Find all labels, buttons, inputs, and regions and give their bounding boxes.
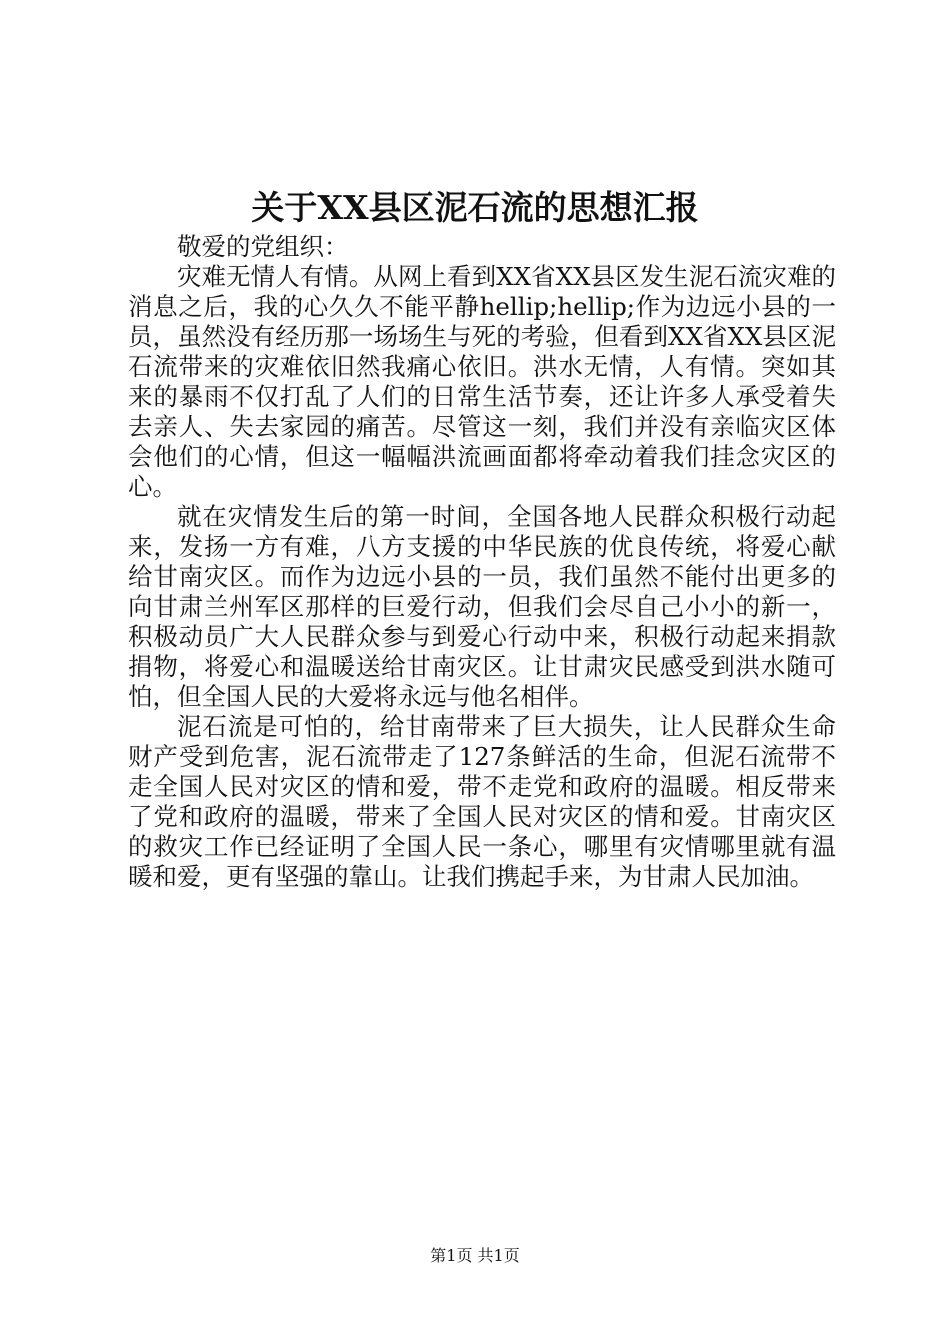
page-number: 第1页 共1页 [430,1246,520,1265]
paragraph-3: 泥石流是可怕的，给甘南带来了巨大损失，让人民群众生命财产受到危害，泥石流带走了127条鲜活的生命，但泥石流带不走全国人民对灾区的情和爱，带不走党和政府的温暖。相反带来了党和政府的温暖，带来了全国人民对灾区的情和爱。甘南灾区的救灾工作已经证明了全国人民一条心，哪里有灾情哪里就有温暖和爱，更有坚强的靠山。让我们携起手来，为甘肃人民加油。 [128,712,836,891]
document-title: 关于XX县区泥石流的思想汇报 [251,188,699,227]
paragraph-1: 灾难无情人有情。从网上看到XX省XX县区发生泥石流灾难的消息之后，我的心久久不能平静hellip;hellip;作为边远小县的一员，虽然没有经历那一场场生与死的考验，但看到XX省XX县区泥石流带来的灾难依旧然我痛心依旧。洪水无情，人有情。突如其来的暴雨不仅打乱了人们的日常生活节奏，还让许多人承受着失去亲人、失去家园的痛苦。尽管这一刻，我们并没有亲临灾区体会他们的心情，但这一幅幅洪流画面都将牵动着我们挂念灾区的心。 [128,262,836,501]
document-body [128,232,836,892]
salutation: 敬爱的党组织： [177,232,349,261]
paragraph-2: 就在灾情发生后的第一时间，全国各地人民群众积极行动起来，发扬一方有难，八方支援的中华民族的优良传统，将爱心献给甘南灾区。而作为边远小县的一员，我们虽然不能付出更多的向甘肃兰州军区那样的巨爱行动，但我们会尽自己小小的新一，积极动员广大人民群众参与到爱心行动中来，积极行动起来捐款捐物，将爱心和温暖送给甘南灾区。让甘肃灾民感受到洪水随可怕，但全国人民的大爱将永远与他名相伴。 [128,502,836,711]
